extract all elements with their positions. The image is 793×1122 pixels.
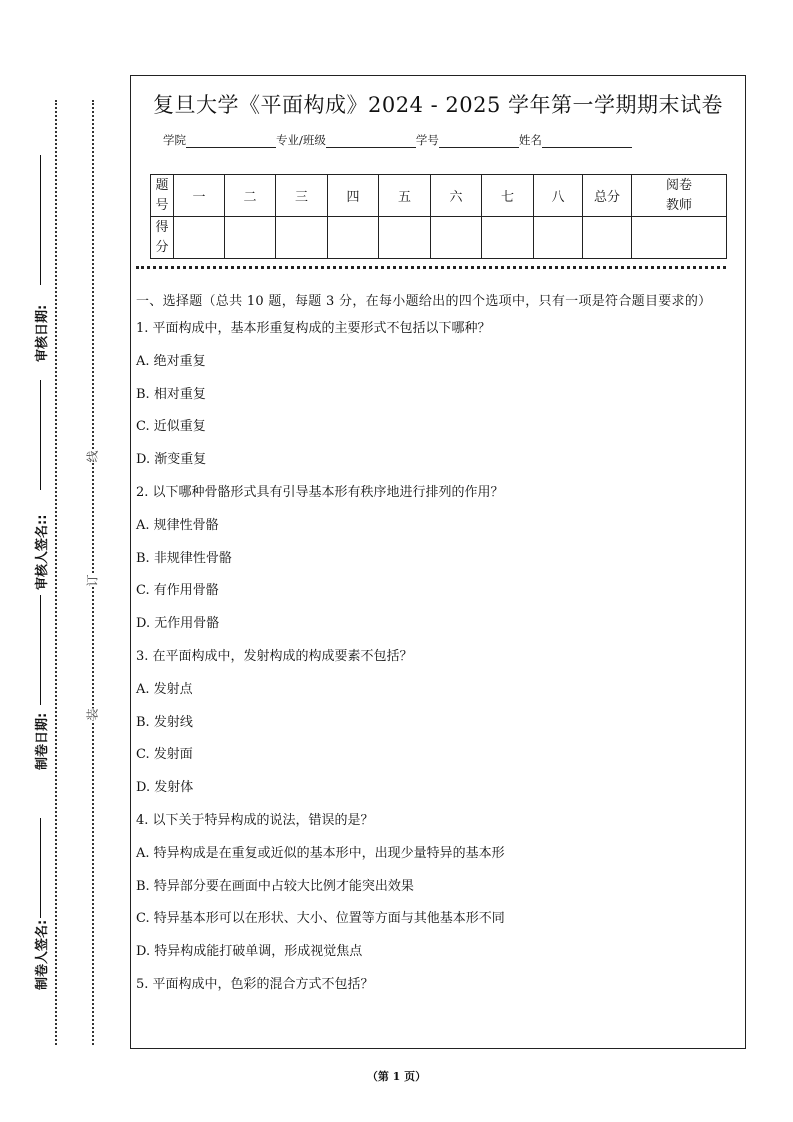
column-header: 八 bbox=[534, 175, 583, 217]
maker-date-line bbox=[40, 595, 41, 705]
answer-option: B. 特异部分要在画面中占较大比例才能突出效果 bbox=[136, 878, 414, 894]
column-header: 七 bbox=[482, 175, 534, 217]
question-text: 1. 平面构成中，基本形重复构成的主要形式不包括以下哪种？ bbox=[136, 321, 491, 336]
dotted-separator bbox=[136, 266, 726, 269]
column-header: 四 bbox=[328, 175, 379, 217]
answer-option: C. 近似重复 bbox=[136, 419, 206, 435]
question-text: 4. 以下关于特异构成的说法，错误的是？ bbox=[136, 812, 374, 828]
score-cell[interactable] bbox=[583, 217, 632, 259]
binding-label-xian: 线 bbox=[85, 450, 100, 463]
answer-option: D. 渐变重复 bbox=[136, 452, 207, 468]
section-title: 一、选择题（总共 10 题，每题 3 分，在每小题给出的四个选项中，只有一项是符合题目要求的） bbox=[136, 294, 712, 309]
column-header-grader: 阅卷教师 bbox=[632, 175, 727, 217]
column-header: 总分 bbox=[583, 175, 632, 217]
column-header: 二 bbox=[225, 175, 276, 217]
answer-option: A. 绝对重复 bbox=[136, 353, 206, 369]
question-text: 5. 平面构成中，色彩的混合方式不包括？ bbox=[136, 976, 374, 992]
answer-option: D. 特异构成能打破单调，形成视觉焦点 bbox=[136, 944, 363, 960]
student-info bbox=[163, 132, 632, 148]
answer-option: C. 发射面 bbox=[136, 747, 193, 763]
binding-dotted-line bbox=[92, 100, 94, 1045]
score-table bbox=[150, 174, 727, 259]
row-label-score: 得分 bbox=[151, 217, 174, 259]
page-number: （第 1 页） bbox=[366, 1070, 427, 1083]
reviewer-signature-label: 审核人签名:: bbox=[35, 514, 50, 590]
score-cell[interactable] bbox=[482, 217, 534, 259]
score-cell[interactable] bbox=[431, 217, 482, 259]
reviewer-signature-line bbox=[40, 380, 41, 490]
score-cell[interactable] bbox=[225, 217, 276, 259]
answer-option: D. 发射体 bbox=[136, 780, 194, 796]
name-label: 姓名 bbox=[518, 133, 542, 147]
question-text: 3. 在平面构成中，发射构成的构成要素不包括？ bbox=[136, 648, 413, 664]
column-header: 一 bbox=[174, 175, 225, 217]
name-field[interactable] bbox=[542, 135, 632, 148]
score-cell[interactable] bbox=[379, 217, 431, 259]
question-text: 2. 以下哪种骨骼形式具有引导基本形有秩序地进行排列的作用？ bbox=[136, 484, 504, 500]
answer-option: A. 特异构成是在重复或近似的基本形中，出现少量特异的基本形 bbox=[136, 845, 505, 861]
review-date-line bbox=[40, 155, 41, 285]
answer-option: D. 无作用骨骼 bbox=[136, 616, 220, 632]
answer-option: C. 特异基本形可以在形状、大小、位置等方面与其他基本形不同 bbox=[136, 911, 505, 927]
maker-date-label: 制卷日期: bbox=[35, 712, 50, 770]
exam-frame bbox=[130, 75, 746, 1049]
answer-option: B. 非规律性骨骼 bbox=[136, 550, 232, 566]
answer-option: A. 发射点 bbox=[136, 681, 193, 697]
student-id-field[interactable] bbox=[439, 135, 519, 148]
maker-signature-line bbox=[40, 818, 41, 918]
major-field[interactable] bbox=[326, 135, 416, 148]
score-cell[interactable] bbox=[276, 217, 328, 259]
column-header: 三 bbox=[276, 175, 328, 217]
student-id-label: 学号 bbox=[415, 133, 439, 147]
review-date-label: 审核日期: bbox=[35, 304, 50, 362]
column-header: 五 bbox=[379, 175, 431, 217]
answer-option: A. 规律性骨骼 bbox=[136, 517, 219, 533]
score-cell[interactable] bbox=[632, 217, 727, 259]
score-cell[interactable] bbox=[534, 217, 583, 259]
binding-label-ding: 订 bbox=[85, 574, 100, 587]
row-label-question: 题号 bbox=[151, 175, 174, 217]
binding-label-zhuang: 装 bbox=[85, 708, 100, 721]
score-cell[interactable] bbox=[174, 217, 225, 259]
answer-option: C. 有作用骨骼 bbox=[136, 583, 219, 599]
maker-signature-label: 制卷人签名: bbox=[35, 919, 50, 990]
binding-dotted-line bbox=[55, 100, 57, 1045]
answer-option: B. 发射线 bbox=[136, 714, 193, 730]
question-list bbox=[136, 291, 736, 1007]
column-header: 六 bbox=[431, 175, 482, 217]
college-field[interactable] bbox=[186, 135, 276, 148]
major-label: 专业/班级 bbox=[276, 133, 326, 147]
college-label: 学院 bbox=[163, 133, 186, 147]
score-cell[interactable] bbox=[328, 217, 379, 259]
answer-option: B. 相对重复 bbox=[136, 386, 206, 402]
page-title: 复旦大学《平面构成》2024 - 2025 学年第一学期期末试卷 bbox=[152, 93, 723, 117]
